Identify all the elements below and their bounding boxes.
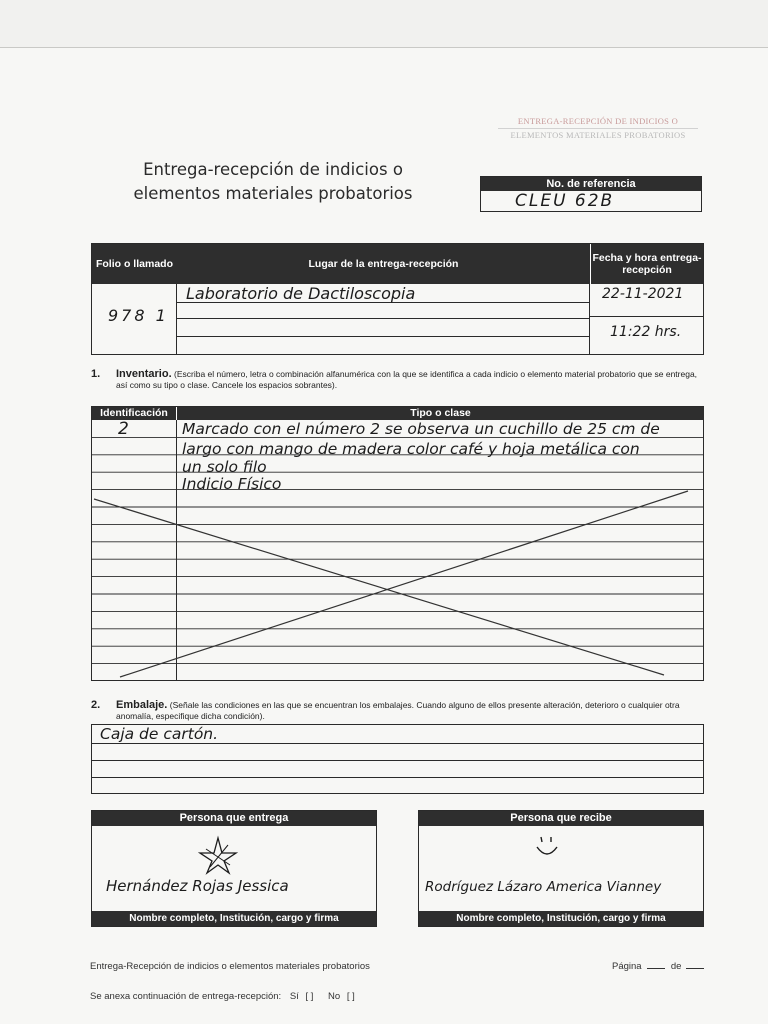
entrega-name[interactable]: Hernández Rojas Jessica [106,877,289,895]
no-label: No [328,991,341,1002]
persona-entrega-box [91,810,377,927]
embalaje-rule [92,743,704,744]
embalaje-rule [92,777,704,778]
folio-table [91,243,704,355]
lugar-header: Lugar de la entrega-recepción [177,244,590,284]
lugar-rule [176,336,590,337]
tipo-row-2[interactable]: largo con mango de madera color café y hoja metálica con [182,440,640,458]
identificacion-header: Identificación [92,407,176,420]
inventario-number: 1. [91,368,101,380]
form-title-line-2: elementos materiales probatorios [133,184,413,203]
de-label: de [670,961,682,972]
embalaje-number: 2. [91,699,101,711]
fecha-rule [589,316,704,317]
si-label: Sí [289,991,299,1002]
footer-anexa [90,991,355,1002]
footer-pagina [612,961,704,972]
inventario-text: (Escriba el número, letra o combinación alfanumérica con la que se identifica a cada indicio o elemento material probatorio que se entrega, así como su tipo o clase. Cancele los espacios sobrantes). [116,369,698,390]
watermark-logo [498,116,698,140]
cancel-cross-line [94,499,664,675]
persona-entrega-header: Persona que entrega [92,811,376,826]
persona-recibe-footer: Nombre completo, Institución, cargo y firma [419,911,703,926]
persona-entrega-footer: Nombre completo, Institución, cargo y firma [92,911,376,926]
lugar-rule [176,318,590,319]
de-blank[interactable] [686,968,704,969]
identificacion-value[interactable]: 2 [118,419,129,439]
fecha-header: Fecha y hora entrega-recepción [590,244,703,284]
embalaje-instructions [91,700,705,722]
fecha-divider [589,284,590,355]
entrega-signature-mark [198,835,238,875]
folio-value[interactable]: 978 1 [108,306,169,325]
embalaje-box [91,724,704,794]
tipo-row-3[interactable]: un solo filo [182,458,267,476]
inventario-table [91,406,704,681]
hora-value[interactable]: 11:22 hrs. [610,324,682,340]
pagina-blank[interactable] [647,968,665,969]
folio-divider [176,284,177,355]
inventario-title: Inventario. [116,368,172,380]
logo-line-1: ENTREGA-RECEPCIÓN DE INDICIOS O [498,116,698,129]
footer-form-name: Entrega-Recepción de indicios o elementos materiales probatorios [90,961,370,972]
cancel-cross-line [120,491,688,677]
recibe-signature-mark [532,833,562,863]
tipo-header: Tipo o clase [176,407,704,420]
folio-header: Folio o llamado [92,244,177,284]
pagina-label: Página [612,961,642,972]
recibe-name[interactable]: Rodríguez Lázaro America Vianney [425,879,662,895]
embalaje-text: (Señale las condiciones en las que se encuentran los embalajes. Cuando alguno de ellos presente alteración, deterioro o cualquier otra anomalía, especifique dicha condición). [116,700,680,721]
tipo-row-4[interactable]: Indicio Físico [182,475,282,493]
fecha-value[interactable]: 22-11-2021 [602,286,684,302]
scan-top-edge [0,0,768,48]
reference-label: No. de referencia [481,177,701,191]
no-checkbox[interactable]: [ ] [346,991,355,1002]
form-title-line-1: Entrega-recepción de indicios o [143,160,403,179]
form-title [128,158,418,206]
si-checkbox[interactable]: [ ] [305,991,314,1002]
tipo-row-1[interactable]: Marcado con el número 2 se observa un cuchillo de 25 cm de [182,420,660,438]
embalaje-rule [92,760,704,761]
embalaje-value[interactable]: Caja de cartón. [100,725,219,743]
reference-box [480,176,702,212]
persona-recibe-header: Persona que recibe [419,811,703,826]
persona-recibe-box [418,810,704,927]
logo-line-2: ELEMENTOS MATERIALES PROBATORIOS [510,130,686,140]
anexa-label: Se anexa continuación de entrega-recepción: [90,991,282,1002]
inventario-instructions [91,369,705,391]
reference-value[interactable]: CLEU 62B [515,191,615,211]
lugar-value[interactable]: Laboratorio de Dactiloscopia [186,284,416,303]
embalaje-title: Embalaje. [116,699,168,711]
